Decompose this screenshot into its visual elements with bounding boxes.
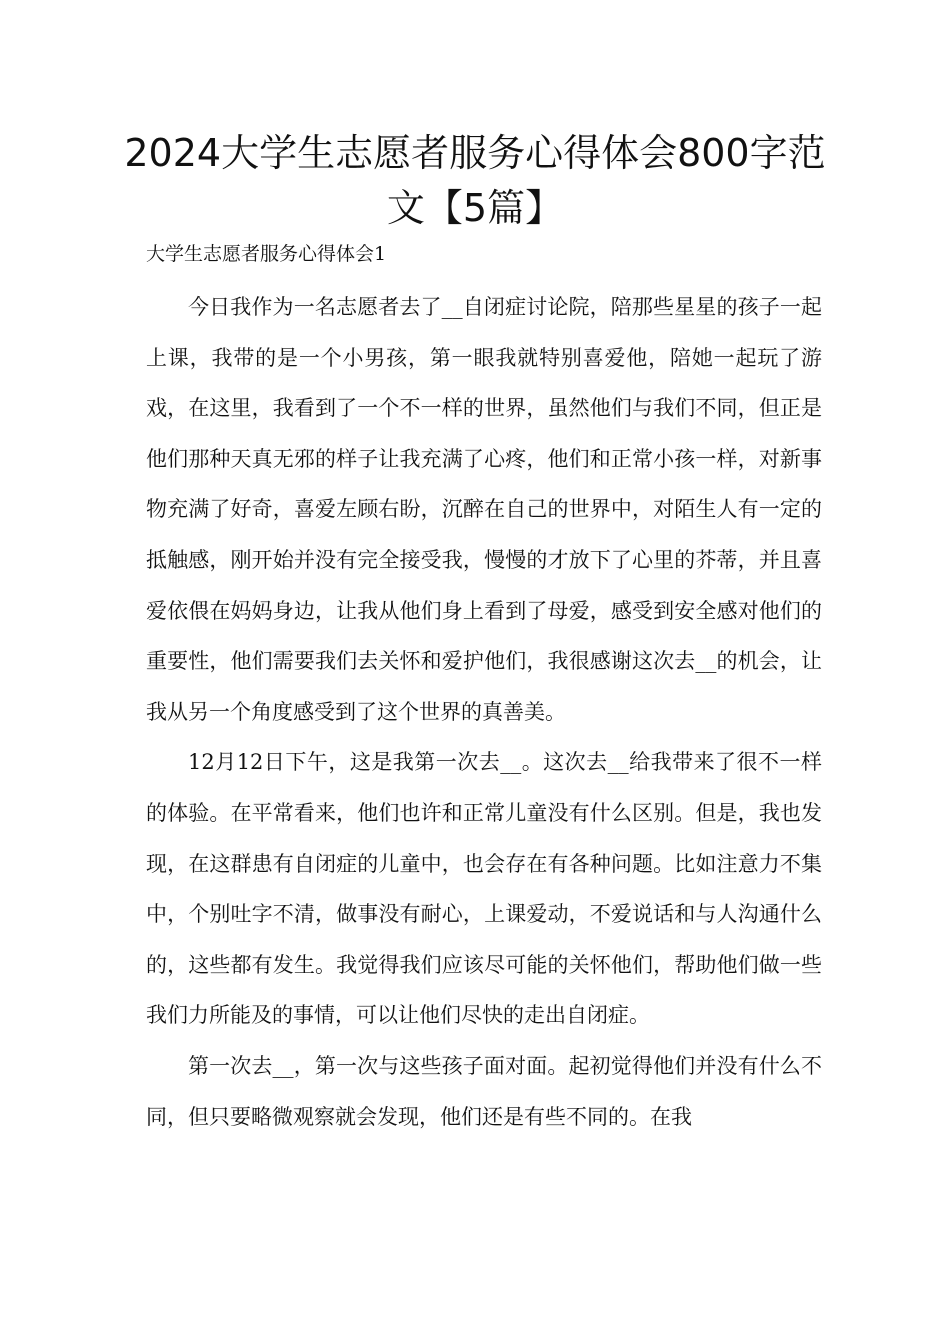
section-heading: 大学生志愿者服务心得体会1 <box>146 243 387 265</box>
body-paragraph: 今日我作为一名志愿者去了__自闭症讨论院，陪那些星星的孩子一起上课，我带的是一个小男孩，第一眼我就特别喜爱他，陪她一起玩了游戏，在这里，我看到了一个不一样的世界，虽然他们与我们不同，但正是他们那种天真无邪的样子让我充满了心疼，他们和正常小孩一样，对新事物充满了好奇，喜爱左顾右盼，沉醉在自己的世界中，对陌生人有一定的抵触感，刚开始并没有完全接受我，慢慢的才放下了心里的芥蒂，并且喜爱依偎在妈妈身边，让我从他们身上看到了母爱，感受到安全感对他们的重要性，他们需要我们去关怀和爱护他们，我很感谢这次去__的机会，让我从另一个角度感受到了这个世界的真善美。 <box>146 295 822 724</box>
body-paragraph: 12月12日下午，这是我第一次去__。这次去__给我带来了很不一样的体验。在平常看来，他们也许和正常儿童没有什么区别。但是，我也发现，在这群患有自闭症的儿童中，也会存在有各种问题。比如注意力不集中，个别吐字不清，做事没有耐心，上课爱动，不爱说话和与人沟通什么的，这些都有发生。我觉得我们应该尽可能的关怀他们，帮助他们做一些我们力所能及的事情，可以让他们尽快的走出自闭症。 <box>146 750 822 1028</box>
document-body <box>146 282 822 1142</box>
document-title: 2024大学生志愿者服务心得体会800字范文【5篇】 <box>124 131 826 230</box>
body-paragraph: 第一次去__，第一次与这些孩子面对面。起初觉得他们并没有什么不同，但只要略微观察就会发现，他们还是有些不同的。在我 <box>146 1053 822 1129</box>
